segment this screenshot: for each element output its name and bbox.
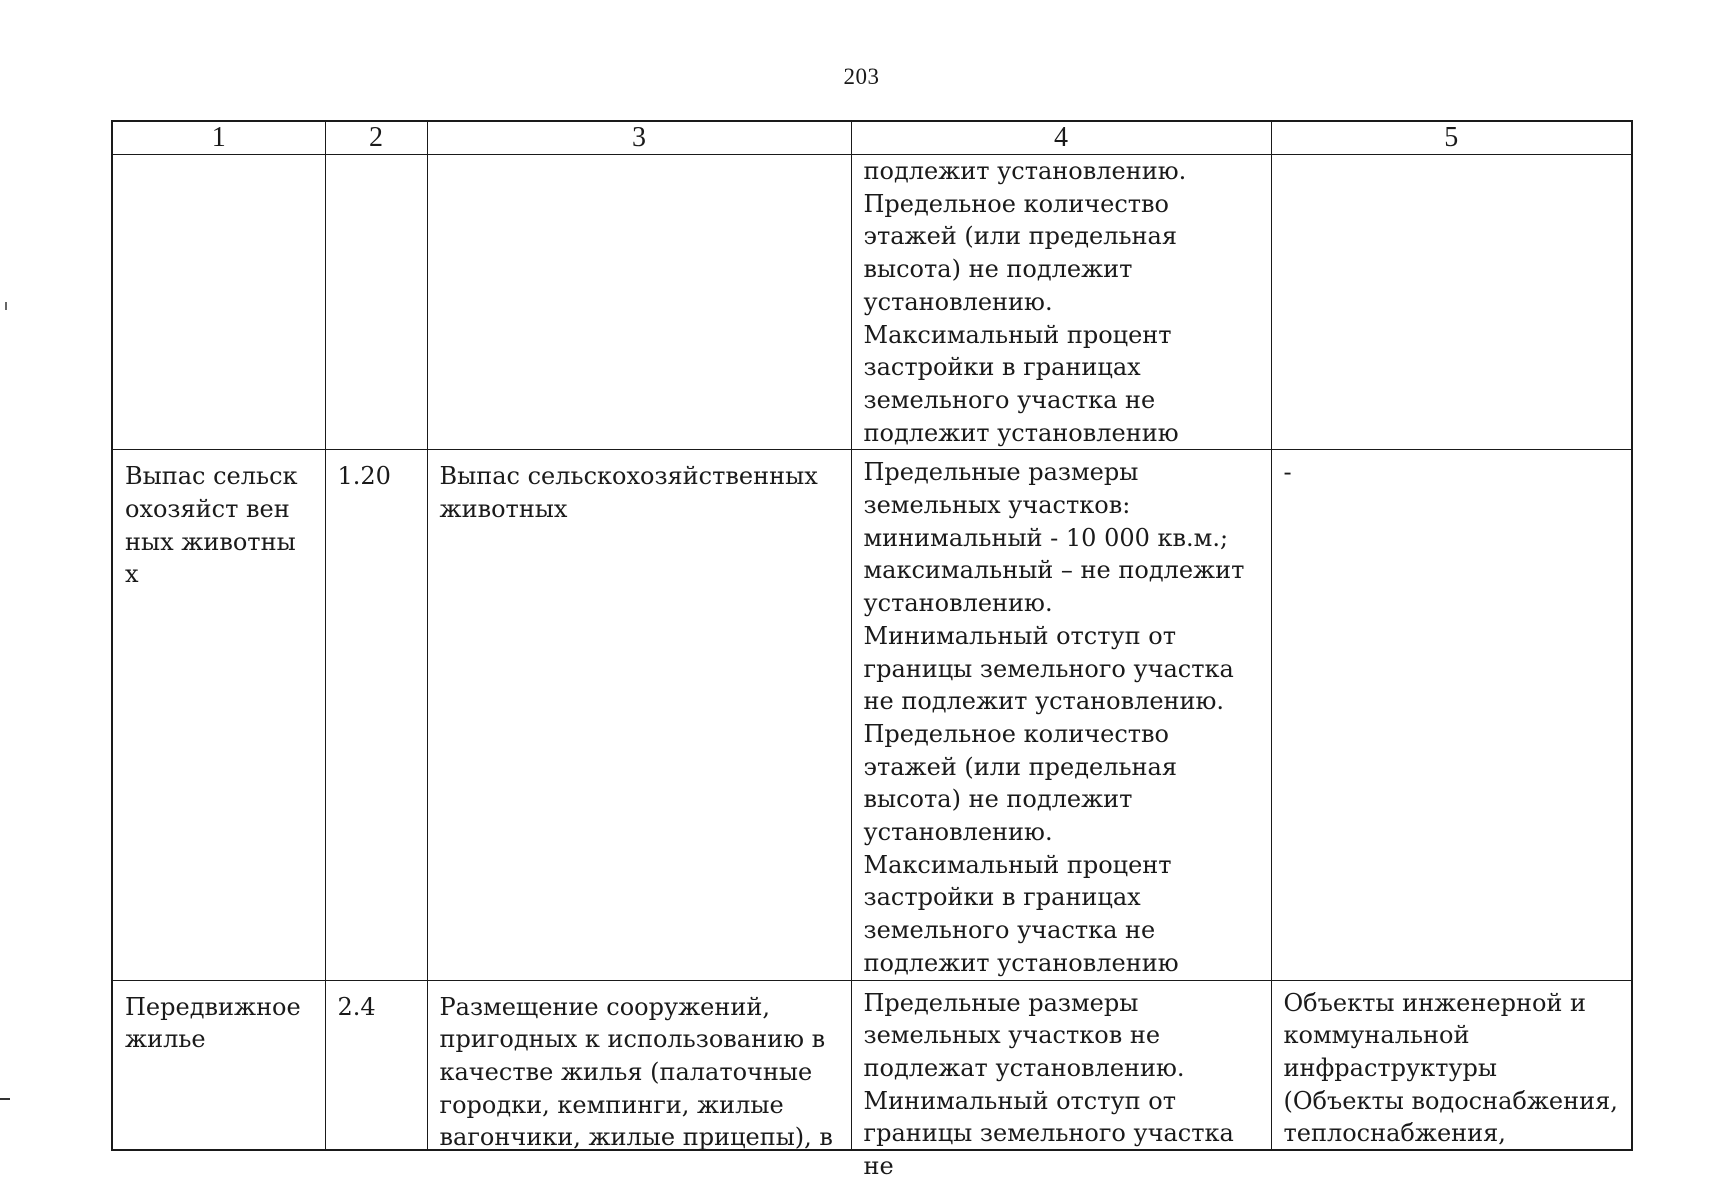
page-number: 203 xyxy=(843,64,880,89)
cell-use-name xyxy=(112,155,325,450)
header-col-4: 4 xyxy=(851,121,1271,155)
cell-auxiliary: - xyxy=(1271,450,1632,980)
header-col-5: 5 xyxy=(1271,121,1632,155)
cell-auxiliary xyxy=(1271,155,1632,450)
cell-use-name: Выпас сельскохозяйст венных животных xyxy=(112,450,325,980)
cell-auxiliary: Объекты инженерной и коммунальной инфраструктуры (Объекты водоснабжения, теплоснабжения, xyxy=(1271,980,1632,1150)
header-col-2: 2 xyxy=(325,121,427,155)
cell-code: 1.20 xyxy=(325,450,427,980)
cell-code xyxy=(325,155,427,450)
cell-description: Размещение сооружений, пригодных к использованию в качестве жилья (палаточные городки, кемпинги, жилые вагончики, жилые прицепы), в xyxy=(427,980,851,1150)
cell-description: Выпас сельскохозяйственных животных xyxy=(427,450,851,980)
table-row xyxy=(112,450,1632,980)
header-col-1: 1 xyxy=(112,121,325,155)
table-row xyxy=(112,980,1632,1150)
land-use-table xyxy=(111,120,1633,1181)
table-header-row xyxy=(112,121,1632,155)
cell-use-name: Передвижное жилье xyxy=(112,980,325,1150)
cell-description xyxy=(427,155,851,450)
scan-margin-dash xyxy=(0,1098,10,1100)
cell-parameters: Предельные размеры земельных участков: минимальный - 10 000 кв.м.; максимальный – не подлежит установлению. Минимальный отступ от границы земельного участка не подлежит установлению. Предельное количество этажей (или предельная высота) не подлежит установлению. Максимальный процент застройки в границах земельного участка не подлежит установлению xyxy=(851,450,1271,980)
cell-code: 2.4 xyxy=(325,980,427,1150)
table-row-continuation xyxy=(112,155,1632,450)
cell-parameters: подлежит установлению. Предельное количество этажей (или предельная высота) не подлежит установлению. Максимальный процент застройки в границах земельного участка не подлежит установлению xyxy=(851,155,1271,450)
header-col-3: 3 xyxy=(427,121,851,155)
cell-parameters: Предельные размеры земельных участков не подлежат установлению. Минимальный отступ от границы земельного участка не xyxy=(851,980,1271,1150)
scan-margin-mark xyxy=(5,302,7,310)
